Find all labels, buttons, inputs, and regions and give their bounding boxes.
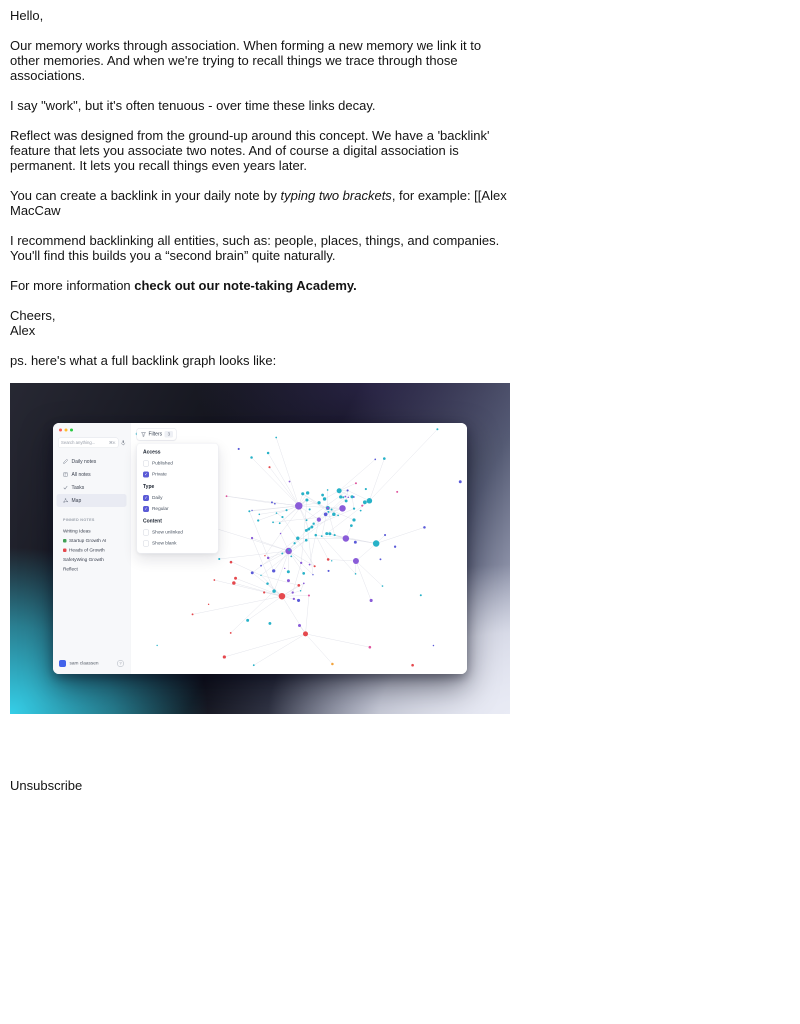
filter-option-label: Show blank (152, 540, 177, 546)
unsubscribe-link[interactable]: Unsubscribe (10, 778, 83, 793)
pinned-note-label: Heads of Growth (69, 547, 105, 553)
account-name: sam claassen (69, 660, 99, 666)
pinned-note-writing-ideas (53, 527, 130, 537)
search-placeholder: Search anything... (61, 440, 96, 445)
pinned-note-label: Startup Growth AI (69, 538, 107, 544)
paragraph-info (10, 278, 510, 293)
pinned-note-heads-of-growth (53, 546, 130, 556)
filter-option-show-unlinked (143, 529, 212, 537)
paragraph-association: Our memory works through association. When forming a new memory we link it to other memories. And when we're trying to recall things we trace through those associations. (10, 38, 482, 83)
map-graph-icon (63, 498, 68, 503)
signoff-cheers: Cheers, (10, 308, 56, 323)
pinned-note-label: Reflect (63, 566, 78, 572)
filter-option-published (143, 460, 212, 468)
embedded-image (10, 383, 510, 714)
notes-icon (63, 472, 68, 477)
zoom-window-icon (70, 429, 73, 432)
sidebar-item-label: Daily notes (71, 458, 97, 465)
sidebar-nav (53, 455, 130, 507)
sidebar-item-all-notes (57, 468, 127, 481)
checkbox-icon (143, 460, 149, 466)
sidebar-item-daily-notes (57, 455, 127, 468)
filters-count-badge: 3 (165, 431, 174, 438)
sidebar-item-tasks (57, 481, 127, 494)
filter-option-label: Daily (152, 495, 163, 501)
info-text: For more information (10, 278, 135, 293)
paragraph-reflect: Reflect was designed from the ground-up around this concept. We have a 'backlink' feature that lets you associate two notes. And of course a digital association is permanent. It lets you recall things even years later. (10, 128, 490, 173)
help-icon: ? (117, 660, 124, 667)
filter-section-access: Access (143, 449, 161, 455)
backlink-text-suffix: , for example: [[Alex MacCaw (10, 188, 507, 218)
paragraph-tenuous: I say "work", but it's often tenuous - over time these links decay. (10, 98, 376, 113)
filter-option-regular (143, 505, 212, 513)
search-shortcut: ⌘K (108, 440, 116, 445)
email-body (0, 0, 510, 793)
check-icon (63, 485, 68, 490)
checkbox-icon (143, 529, 149, 535)
minimize-window-icon (65, 429, 68, 432)
pinned-note-safetywing (53, 555, 130, 565)
screenshot-gradient-background (10, 383, 510, 714)
pinned-notes-header: PINNED NOTES (63, 517, 95, 522)
search-input (58, 438, 119, 449)
filter-section-type: Type (143, 484, 155, 490)
sidebar-item-label: All notes (71, 471, 91, 478)
filter-option-label: Regular (152, 506, 169, 512)
close-window-icon (59, 429, 62, 432)
filter-option-daily (143, 494, 212, 502)
avatar (59, 660, 66, 667)
search-row (58, 438, 126, 449)
filter-option-label: Published (152, 460, 173, 466)
pinned-note-startup-growth (53, 536, 130, 546)
sidebar-item-map (57, 494, 127, 507)
pencil-icon (63, 459, 68, 464)
academy-link[interactable]: check out our note-taking Academy. (134, 278, 357, 293)
checkbox-icon: ✓ (144, 506, 148, 511)
pinned-notes-list (53, 527, 130, 575)
pinned-note-reflect (53, 565, 130, 575)
filters-button (137, 428, 177, 441)
filter-option-label: Show unlinked (152, 529, 183, 535)
checkbox-icon: ✓ (144, 495, 148, 500)
checkbox-icon: ✓ (144, 471, 148, 477)
filter-option-label: Private (152, 471, 167, 477)
checkbox-icon (143, 540, 149, 546)
window-traffic-lights (53, 423, 130, 432)
reflect-app-window (53, 423, 467, 674)
backlink-text: You can create a backlink in your daily note by (10, 188, 281, 203)
backlink-italic-text: typing two brackets (280, 188, 392, 203)
paragraph-recommend: I recommend backlinking all entities, such as: people, places, things, and companies. You'll find this builds you a “second brain” quite naturally. (10, 233, 500, 263)
ps-line: ps. here's what a full backlink graph looks like: (10, 353, 277, 368)
pinned-note-label: Writing Ideas (63, 528, 91, 534)
signoff-name: Alex (10, 323, 36, 338)
microphone-icon (121, 440, 126, 446)
sidebar-item-label: Tasks (71, 484, 85, 491)
app-sidebar (53, 423, 131, 674)
filter-option-private (143, 471, 212, 479)
graph-canvas (131, 423, 468, 674)
signoff (10, 308, 510, 338)
greeting: Hello, (10, 8, 44, 23)
funnel-icon (141, 432, 146, 437)
chart-icon (63, 549, 67, 553)
filter-section-content: Content (143, 518, 162, 524)
filters-button-label: Filters (148, 431, 163, 437)
sidebar-footer (53, 654, 130, 675)
filter-option-show-blank (143, 540, 212, 548)
rocket-icon (63, 539, 67, 543)
paragraph-backlink (10, 188, 510, 218)
sidebar-item-label: Map (71, 497, 82, 504)
filters-panel (137, 443, 219, 554)
pinned-note-label: SafetyWing Growth (63, 557, 104, 563)
